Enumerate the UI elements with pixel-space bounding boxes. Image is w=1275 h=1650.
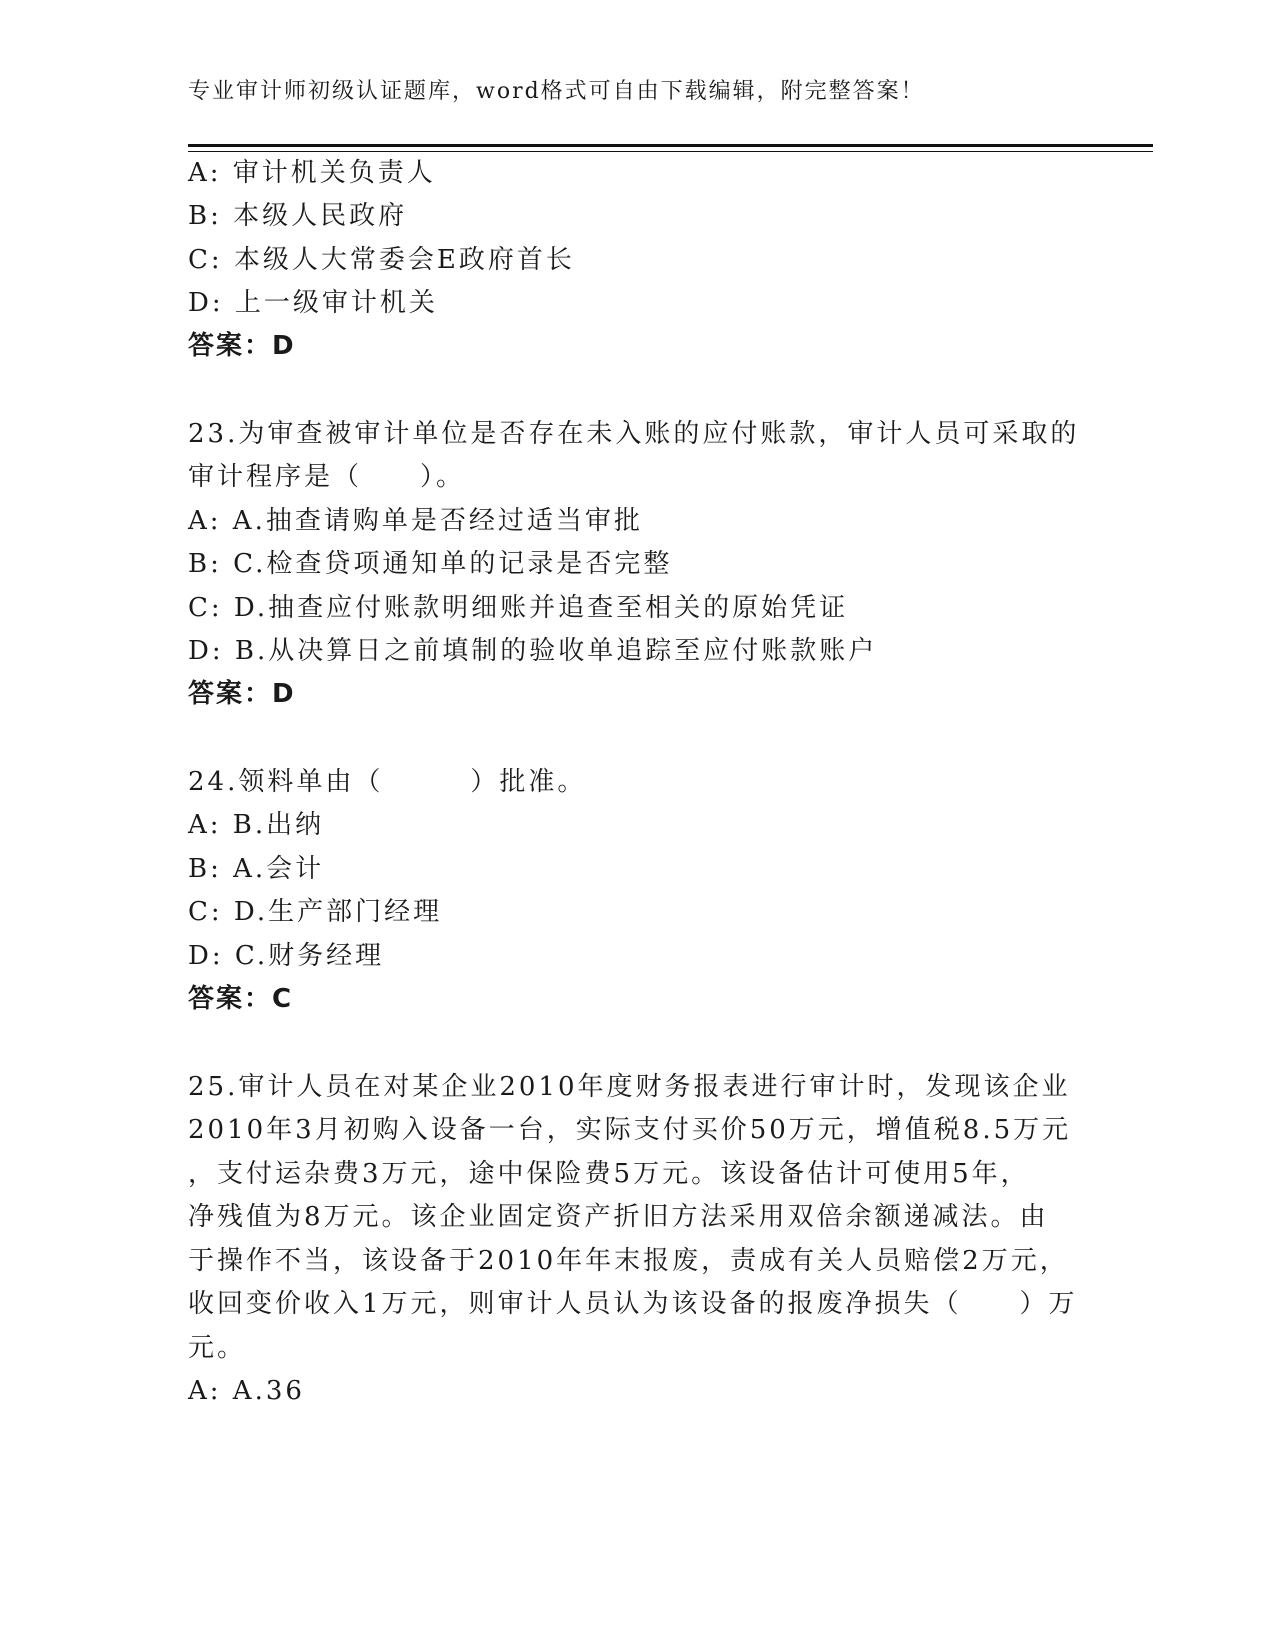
q25-stem-line-3: ，支付运杂费3万元，途中保险费5万元。该设备估计可使用5年， bbox=[188, 1159, 1030, 1189]
q24-option-b: B: A.会计 bbox=[188, 854, 325, 884]
q24-option-a: A: B.出纳 bbox=[188, 810, 325, 840]
q24-option-c: C: D.生产部门经理 bbox=[188, 897, 443, 927]
q24-option-d: D: C.财务经理 bbox=[188, 941, 385, 971]
q22-option-b: B: 本级人民政府 bbox=[188, 201, 408, 231]
q24-answer: 答案：C bbox=[188, 984, 294, 1014]
q23-option-a: A: A.抽查请购单是否经过适当审批 bbox=[188, 506, 643, 536]
q22-answer: 答案：D bbox=[188, 331, 296, 361]
q23-stem-line-1: 23.为审查被审计单位是否存在未入账的应付账款，审计人员可采取的 bbox=[188, 419, 1080, 449]
q25-stem-line-7: 元。 bbox=[188, 1333, 247, 1363]
q23-answer: 答案：D bbox=[188, 679, 296, 709]
header-divider-thin bbox=[188, 151, 1153, 152]
q25-stem-line-6: 收回变价收入1万元，则审计人员认为该设备的报废净损失（ ）万 bbox=[188, 1289, 1078, 1319]
q25-stem-line-1: 25.审计人员在对某企业2010年度财务报表进行审计时，发现该企业 bbox=[188, 1072, 1071, 1102]
page-header: 专业审计师初级认证题库，word格式可自由下载编辑，附完整答案！ bbox=[188, 79, 925, 104]
q23-option-d: D: B.从决算日之前填制的验收单追踪至应付账款账户 bbox=[188, 636, 878, 666]
q25-stem-line-2: 2010年3月初购入设备一台，实际支付买价50万元，增值税8.5万元 bbox=[188, 1115, 1072, 1145]
q22-option-d: D: 上一级审计机关 bbox=[188, 288, 438, 318]
q24-stem: 24.领料单由（ ）批准。 bbox=[188, 767, 587, 797]
q22-option-c: C: 本级人大常委会E政府首长 bbox=[188, 245, 575, 275]
header-divider-thick bbox=[188, 144, 1153, 147]
q23-stem-line-2: 审计程序是（ ）。 bbox=[188, 462, 466, 492]
q23-option-b: B: C.检查贷项通知单的记录是否完整 bbox=[188, 549, 673, 579]
q25-stem-line-5: 于操作不当，该设备于2010年年末报废，责成有关人员赔偿2万元， bbox=[188, 1246, 1069, 1276]
q25-stem-line-4: 净残值为8万元。该企业固定资产折旧方法采用双倍余额递减法。由 bbox=[188, 1202, 1049, 1232]
q23-option-c: C: D.抽查应付账款明细账并追查至相关的原始凭证 bbox=[188, 593, 849, 623]
q25-option-a: A: A.36 bbox=[188, 1376, 305, 1406]
q22-option-a: A: 审计机关负责人 bbox=[188, 158, 436, 188]
